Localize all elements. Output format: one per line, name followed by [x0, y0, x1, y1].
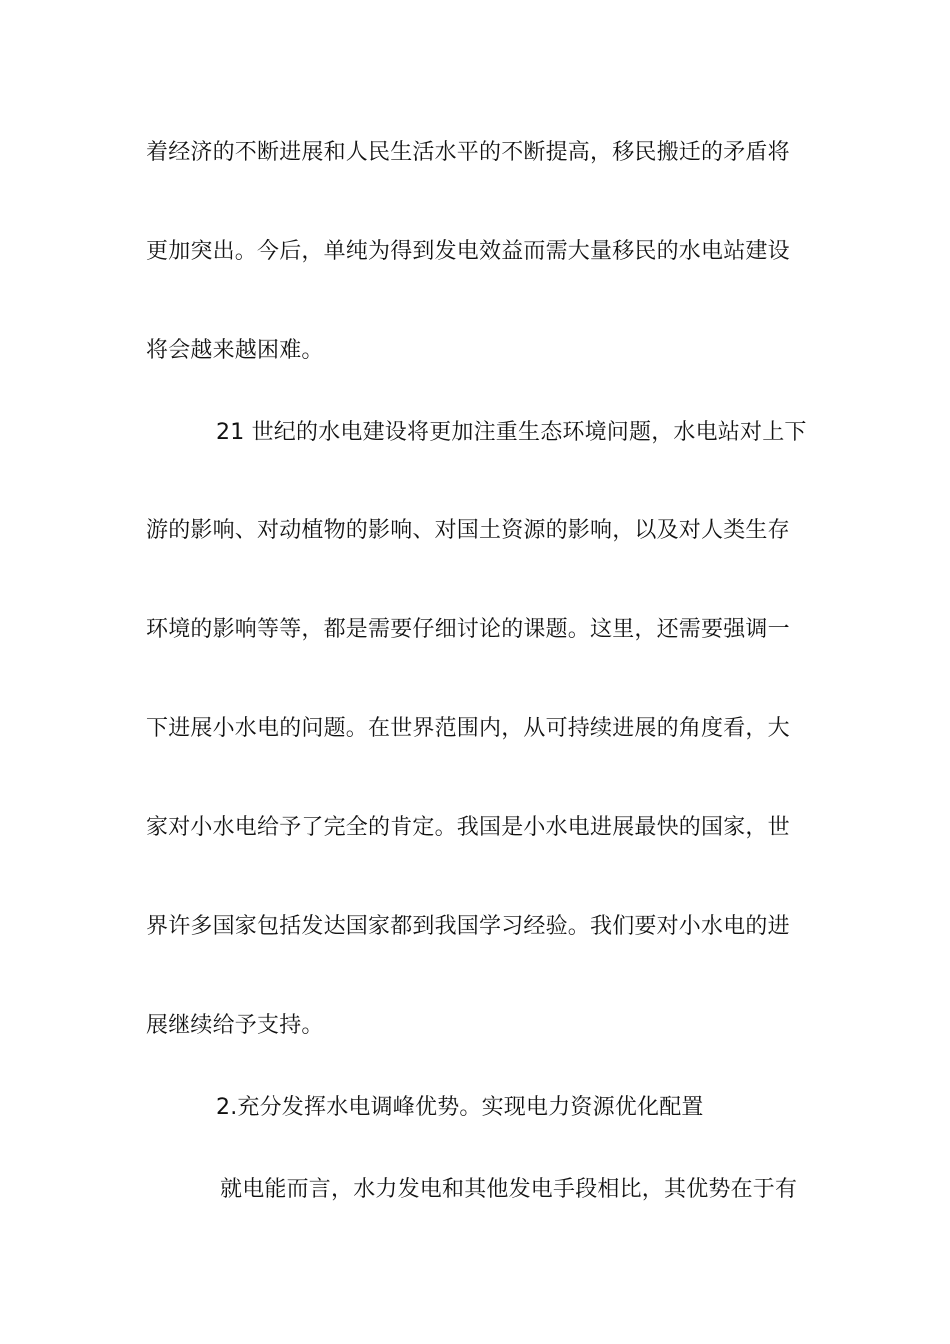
paragraph-line: 将会越来越困难。 [146, 338, 324, 363]
paragraph-line: 家对小水电给予了完全的肯定。我国是小水电进展最快的国家，世 [146, 815, 790, 840]
paragraph-line: 游的影响、对动植物的影响、对国土资源的影响，以及对人类生存 [146, 518, 790, 543]
paragraph-line: 环境的影响等等，都是需要仔细讨论的课题。这里，还需要强调一 [146, 617, 790, 642]
paragraph-line: 着经济的不断进展和人民生活水平的不断提高，移民搬迁的矛盾将 [146, 140, 790, 165]
paragraph-line: 更加突出。今后，单纯为得到发电效益而需大量移民的水电站建设 [146, 239, 790, 264]
paragraph-line: 21 世纪的水电建设将更加注重生态环境问题，水电站对上下 [216, 420, 807, 445]
paragraph-line: 就电能而言，水力发电和其他发电手段相比，其优势在于有 [220, 1177, 798, 1202]
paragraph-line: 展继续给予支持。 [146, 1013, 324, 1038]
paragraph-line: 界许多国家包括发达国家都到我国学习经验。我们要对小水电的进 [146, 914, 790, 939]
section-heading: 2.充分发挥水电调峰优势。实现电力资源优化配置 [216, 1095, 704, 1120]
paragraph-line: 下进展小水电的问题。在世界范围内，从可持续进展的角度看，大 [146, 716, 790, 741]
